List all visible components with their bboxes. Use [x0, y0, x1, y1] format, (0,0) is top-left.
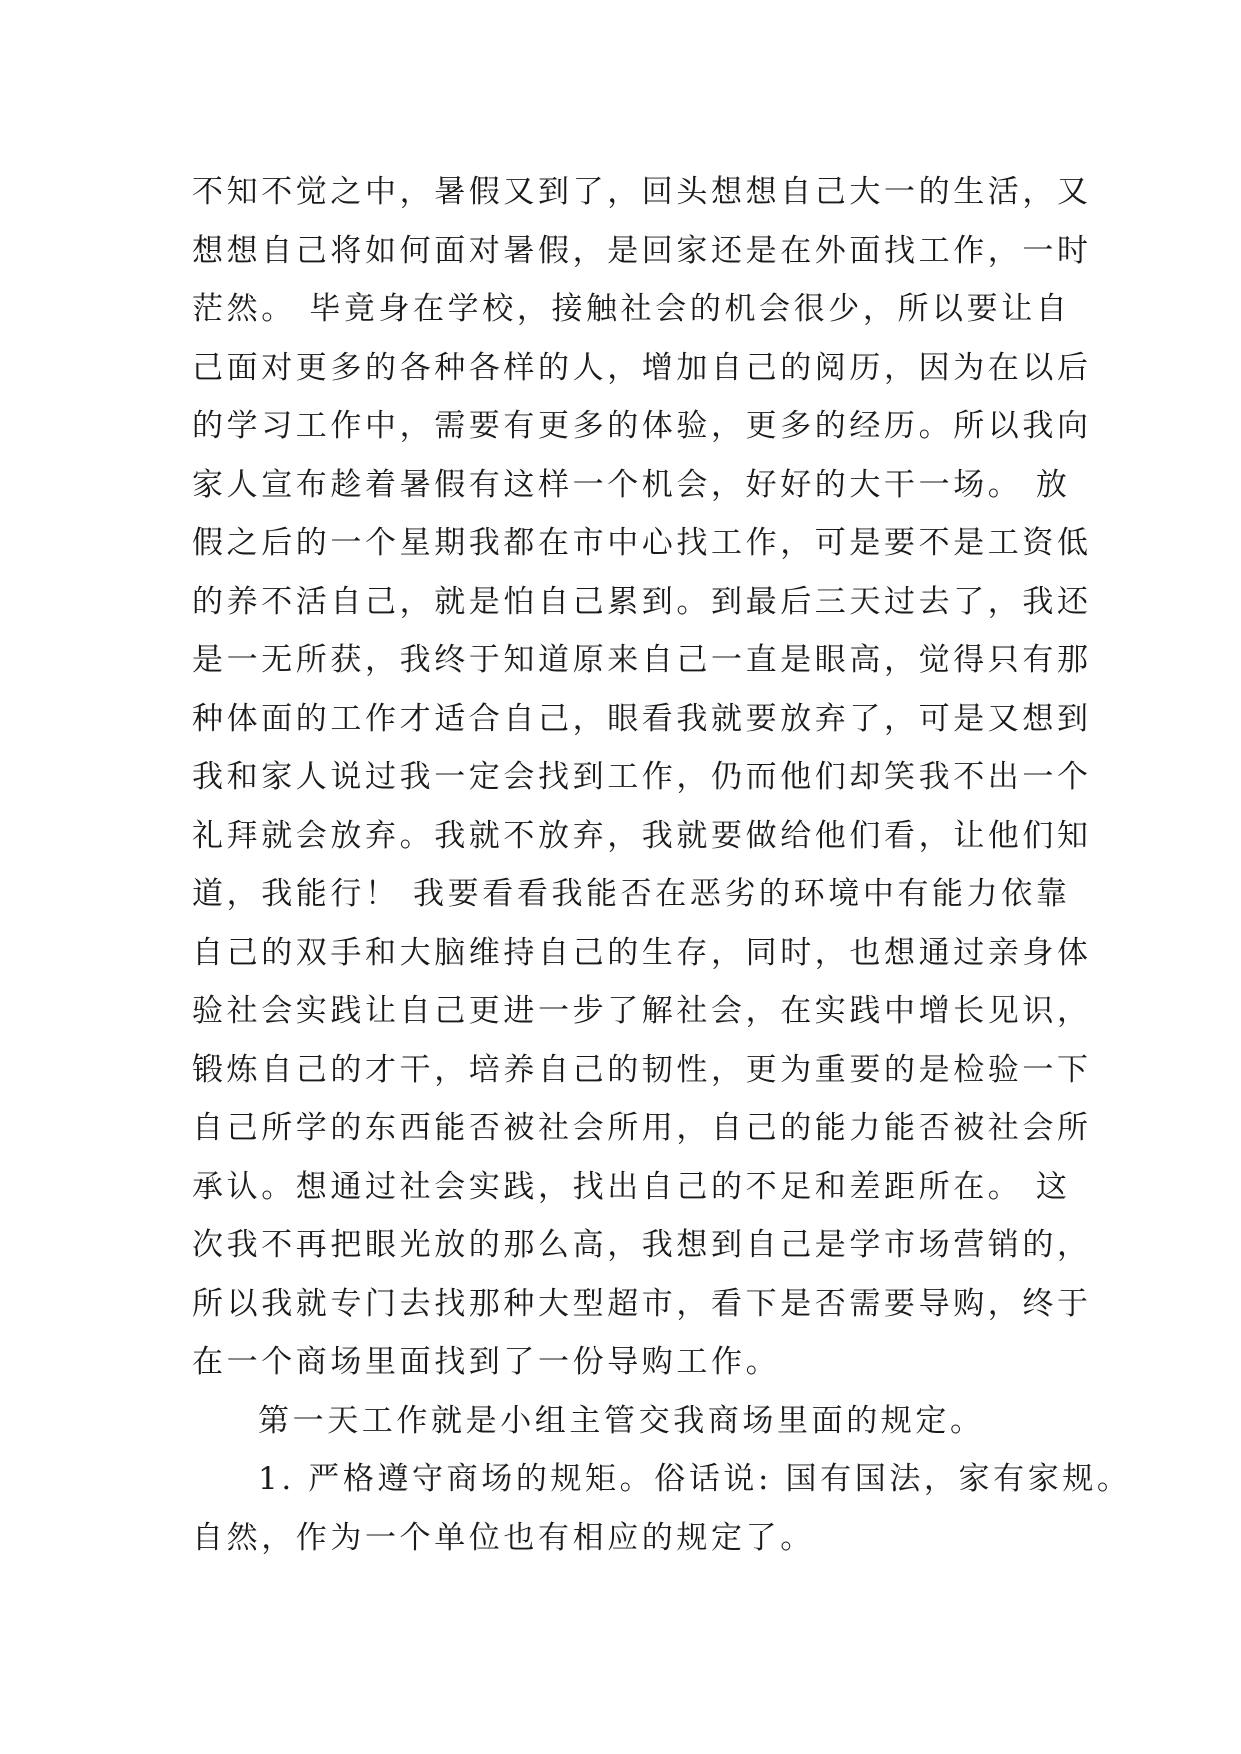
text-line: 家人宣布趁着暑假有这样一个机会，好好的大干一场。 放 [192, 466, 1071, 503]
text-line: 种体面的工作才适合自己，眼看我就要放弃了，可是又想到 [192, 700, 1092, 737]
text-line: 想想自己将如何面对暑假，是回家还是在外面找工作，一时 [192, 232, 1092, 269]
text-line: 锻炼自己的才干，培养自己的韧性，更为重要的是检验一下 [192, 1051, 1092, 1088]
text-line: 假之后的一个星期我都在市中心找工作，可是要不是工资低 [192, 525, 1092, 561]
numbered-item-line: 1. 严格遵守商场的规矩。俗话说: 国有国法，家有家规。 [258, 1461, 1132, 1497]
text-line: 在一个商场里面找到了一份导购工作。 [192, 1344, 781, 1380]
text-line: 验社会实践让自己更进一步了解社会，在实践中增长见识， [192, 993, 1092, 1029]
text-line: 己面对更多的各种各样的人，增加自己的阅历，因为在以后 [192, 349, 1092, 386]
text-line: 承认。想通过社会实践，找出自己的不足和差距所在。 这 [192, 1168, 1071, 1205]
text-line: 的养不活自己，就是怕自己累到。到最后三天过去了，我还 [192, 583, 1092, 620]
text-line: 自己的双手和大脑维持自己的生存，同时，也想通过亲身体 [192, 934, 1092, 971]
text-line: 次我不再把眼光放的那么高，我想到自己是学市场营销的， [192, 1227, 1092, 1263]
body-text [192, 163, 1132, 1567]
text-line: 不知不觉之中，暑假又到了，回头想想自己大一的生活，又 [192, 174, 1092, 210]
text-line: 道，我能行！ 我要看看我能否在恶劣的环境中有能力依靠 [192, 876, 1071, 912]
text-line: 是一无所获，我终于知道原来自己一直是眼高，觉得只有那 [192, 642, 1092, 678]
paragraph-first-line: 第一天工作就是小组主管交我商场里面的规定。 [258, 1402, 985, 1439]
text-line: 所以我就专门去找那种大型超市，看下是否需要导购，终于 [192, 1285, 1092, 1322]
text-line: 自然，作为一个单位也有相应的规定了。 [192, 1519, 815, 1556]
text-line: 的学习工作中，需要有更多的体验，更多的经历。所以我向 [192, 408, 1092, 444]
text-line: 礼拜就会放弃。我就不放弃，我就要做给他们看，让他们知 [192, 817, 1092, 854]
text-line: 茫然。 毕竟身在学校，接触社会的机会很少，所以要让自 [192, 291, 1071, 327]
text-line: 自己所学的东西能否被社会所用，自己的能力能否被社会所 [192, 1110, 1092, 1146]
text-line: 我和家人说过我一定会找到工作，仍而他们却笑我不出一个 [192, 759, 1092, 795]
